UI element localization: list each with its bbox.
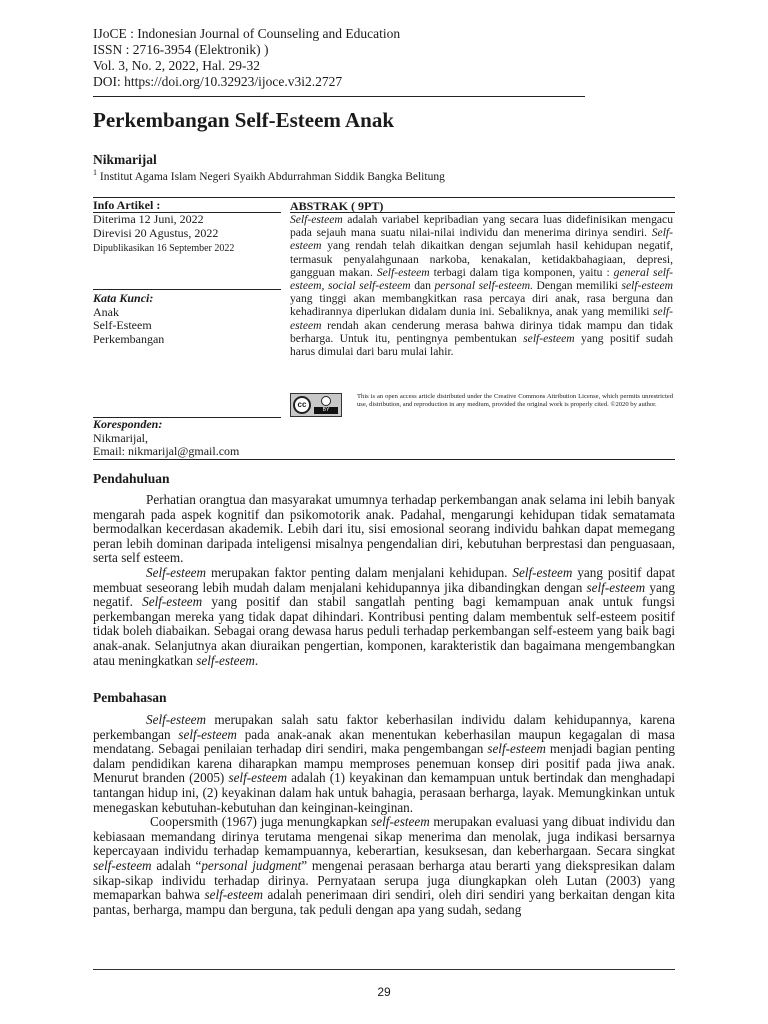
- keyword-item: Anak: [93, 304, 119, 319]
- text-fragment: Coopersmith (1967) juga menungkapkan: [150, 814, 372, 830]
- abstract-fragment: Dengan memiliki: [533, 279, 622, 293]
- term-components: general self-esteem, social self-esteem: [290, 265, 674, 293]
- footer-divider: [93, 969, 675, 970]
- header-divider: [93, 96, 585, 97]
- term-self-esteem: Self-esteem: [290, 226, 673, 253]
- correspondence: [93, 418, 281, 459]
- term-self-esteem: self-esteem: [93, 857, 152, 873]
- text-fragment: adalah penerimaan diri sendiri, oleh diri sendiri yang berkaitan dengan kita pantas, berharga, mampu dan berguna, tak peduli dengan apa yang sudah, sedang: [93, 887, 675, 917]
- article-info: [93, 199, 281, 213]
- by-label: BY: [314, 407, 338, 414]
- term-personal-self-esteem: personal self-esteem.: [434, 279, 533, 293]
- by-icon-group: [311, 396, 341, 414]
- text-fragment: adalah “: [151, 857, 202, 873]
- term-self-esteem: self-esteem: [178, 726, 237, 742]
- term-self-esteem: Self-esteem: [376, 265, 430, 279]
- abstract-fragment: terbagi dalam tiga komponen, yaitu :: [429, 265, 614, 279]
- term-self-esteem: Self-esteem: [290, 213, 343, 226]
- text-fragment: merupakan faktor penting dalam menjalani kehidupan.: [206, 564, 513, 580]
- term-self-esteem: self-esteem: [290, 305, 673, 332]
- discussion-paragraph-1: [93, 713, 675, 815]
- revised-date: Direvisi 20 Agustus, 2022: [93, 225, 219, 240]
- abstract-text: [290, 213, 673, 358]
- abstract-fragment: yang positif sudah harus dimulai dari baru mulai lahir.: [290, 331, 673, 359]
- text-fragment: .: [254, 652, 259, 668]
- section-heading-introduction: Pendahuluan: [93, 471, 170, 486]
- issn: ISSN : 2716-3954 (Elektronik) ): [93, 42, 269, 57]
- text-fragment: merupakan salah satu faktor keberhasilan individu dalam kehidupannya, karena perkembangan: [93, 712, 675, 742]
- term-self-esteem: self-esteem: [621, 279, 673, 293]
- attribution-person-icon: [321, 396, 331, 406]
- doi-link[interactable]: DOI: https://doi.org/10.32923/ijoce.v3i2.2727: [93, 74, 343, 89]
- text-fragment: adalah (1) keyakinan dan kemampuan untuk bertindak dan menghadapi tantangan hidup ini, (2) keyakinan dalam hak untuk bahagia, perasaan berharga, layak. Memungkinkan untuk menegaskan kebutuhan-kebutuhan dan keinginan-keinginan.: [93, 770, 675, 815]
- term-self-esteem: Self-esteem: [146, 564, 207, 580]
- term-self-esteem: self-esteem: [586, 579, 646, 595]
- article-dates: [93, 213, 281, 256]
- license-text: This is an open access article distributed under the Creative Commons Attribution License, which permits unrestricted use, distribution, and reproduction in any medium, provided the original work is properly cited. ©2020 by author.: [357, 393, 673, 408]
- author-name: Nikmarijal: [93, 152, 157, 167]
- intro-paragraph-1: Perhatian orangtua dan masyarakat umumnya terhadap perkembangan anak selama ini lebih banyak mengarah pada aspek kognitif dan psikomotorik anak. Padahal, mengarungi kehidupan tidak sematamata bermodalkan kecerdasan akademik. Lebih dari itu, sisi emosional seorang individu bahkan dapat memegang peran lebih dominan daripada inteligensi misalnya pengendalian diri, kebutuhan berprestasi dan penguasaan, serta self esteem.: [93, 492, 675, 566]
- article-info-label: Info Artikel :: [93, 198, 161, 212]
- term-self-esteem: self-esteem: [228, 770, 288, 786]
- correspondence-email[interactable]: Email: nikmarijal@gmail.com: [93, 444, 240, 458]
- received-date: Diterima 12 Juni, 2022: [93, 212, 204, 226]
- abstract-title: ABSTRAK ( 9PT): [290, 199, 384, 213]
- published-date: Dipublikasikan 16 September 2022: [93, 243, 235, 254]
- affiliation-text: Institut Agama Islam Negeri Syaikh Abdurrahman Siddik Bangka Belitung: [99, 170, 445, 183]
- discussion-body: [93, 713, 675, 917]
- term-self-esteem: self-esteem: [196, 652, 255, 668]
- text-fragment: menjadi bagian penting dalam pendidikan karena diharapkan mampu memproses penemuan konsep diri positif pada jiwa anak. Menurut branden (2005): [93, 741, 676, 786]
- volume-info: Vol. 3, No. 2, 2022, Hal. 29-32: [93, 58, 260, 73]
- term-personal-judgment: personal judgment: [201, 857, 302, 873]
- introduction-body: [93, 493, 675, 668]
- keyword-item: Perkembangan: [93, 331, 165, 346]
- section-heading-discussion: Pembahasan: [93, 690, 167, 705]
- correspondence-name: Nikmarijal,: [93, 430, 148, 445]
- correspondence-label: Koresponden:: [93, 417, 163, 431]
- text-fragment: ” mengenai perasaan berharga atau berarti yang diekspresikan dalam sikap-sikap individu terhadap dirinya. Pernyataan serupa juga diungkapkan oleh Lutan (2003) yang memaparkan bahwa: [93, 857, 675, 903]
- abstract-fragment: rendah akan cenderung merasa bahwa dirinya tidak mampu dan tidak berharga. Untuk itu, pentingnya pembentukan: [290, 318, 673, 345]
- discussion-paragraph-2: [93, 815, 675, 917]
- keyword-item: Self-Esteem: [93, 318, 152, 332]
- term-self-esteem: Self-esteem: [146, 712, 207, 727]
- keywords-label: Kata Kunci:: [93, 291, 154, 305]
- intro-paragraph-2: [93, 566, 675, 668]
- info-top-divider: [93, 197, 675, 198]
- text-fragment: yang positif dapat membuat seseorang lebih mudah dalam menjalani kehidupannya jika dibandingkan dengan: [93, 564, 675, 595]
- affiliation: [93, 168, 445, 183]
- cc-by-license-icon[interactable]: [290, 393, 342, 417]
- term-self-esteem: Self-esteem: [142, 594, 203, 610]
- journal-header: [93, 26, 400, 90]
- keywords: [93, 292, 281, 346]
- abstract-fragment: dan: [410, 279, 435, 293]
- journal-name: IJoCE : Indonesian Journal of Counseling and Education: [93, 26, 401, 41]
- term-self-esteem: Self-esteem: [512, 564, 573, 580]
- text-fragment: pada anak-anak akan menentukan keberhasilan maupun kegagalan di masa mendatang. Sebagai penilaian terhadap diri sendiri, maka pengembangan: [93, 726, 675, 757]
- term-self-esteem: self-esteem: [523, 331, 575, 345]
- text-fragment: merupakan evaluasi yang dibuat individu dan kebiasaan memandang dirinya terutama mengenai sikap menerima dan menolak, juga indikasi bersarnya kepercayaan individu terhadap kemampuannya, keberartian, kesuksesan, dan keberhargaan. Secara singkat: [93, 814, 675, 859]
- text-fragment: yang positif dan stabil sangatlah penting bagi kemampuan anak untuk fungsi perkembangan mereka yang tidak dapat dihindari. Kontribusi penting dalam membentuk self-esteem positif tidak boleh diabaikan. Sebagai orang dewasa harus peduli terhadap perkembangan self-esteem yang baik bagi anak-anak. Selanjutnya akan diuraikan pengertian, komponen, karakteristik dan bagaimana mengembangkan atau meningkatkan: [93, 594, 675, 668]
- affiliation-marker: 1: [93, 168, 97, 177]
- term-self-esteem: self-esteem: [204, 887, 264, 903]
- abstract-fragment: yang rendah telah dikaitkan dengan sejumlah hasil kehidupan negatif, termasuk penyalahgunaan narkoba, kenakalan, ketidakbahagiaan, depresi, gangguan makan.: [290, 239, 673, 279]
- info-bottom-divider: [93, 459, 675, 460]
- page-number: 29: [377, 985, 391, 999]
- abstract-fragment: yang tinggi akan membangkitkan rasa percaya diri anak, rasa berguna dan kehadirannya diperlukan didalam dunia ini. Sebaliknya, anak yang memiliki: [290, 292, 673, 319]
- term-self-esteem: self-esteem: [371, 814, 430, 830]
- term-self-esteem: self-esteem: [487, 741, 546, 757]
- abstract-fragment: adalah variabel kepribadian yang secara luas didefinisikan mengacu pada sejauh mana suatu nilai-nilai individu dan menerima dirinya sendiri.: [290, 213, 673, 240]
- paper-title: Perkembangan Self-Esteem Anak: [93, 108, 394, 132]
- text-fragment: yang negatif.: [93, 579, 675, 610]
- cc-icon: cc: [293, 396, 311, 414]
- keywords-divider: [93, 289, 281, 290]
